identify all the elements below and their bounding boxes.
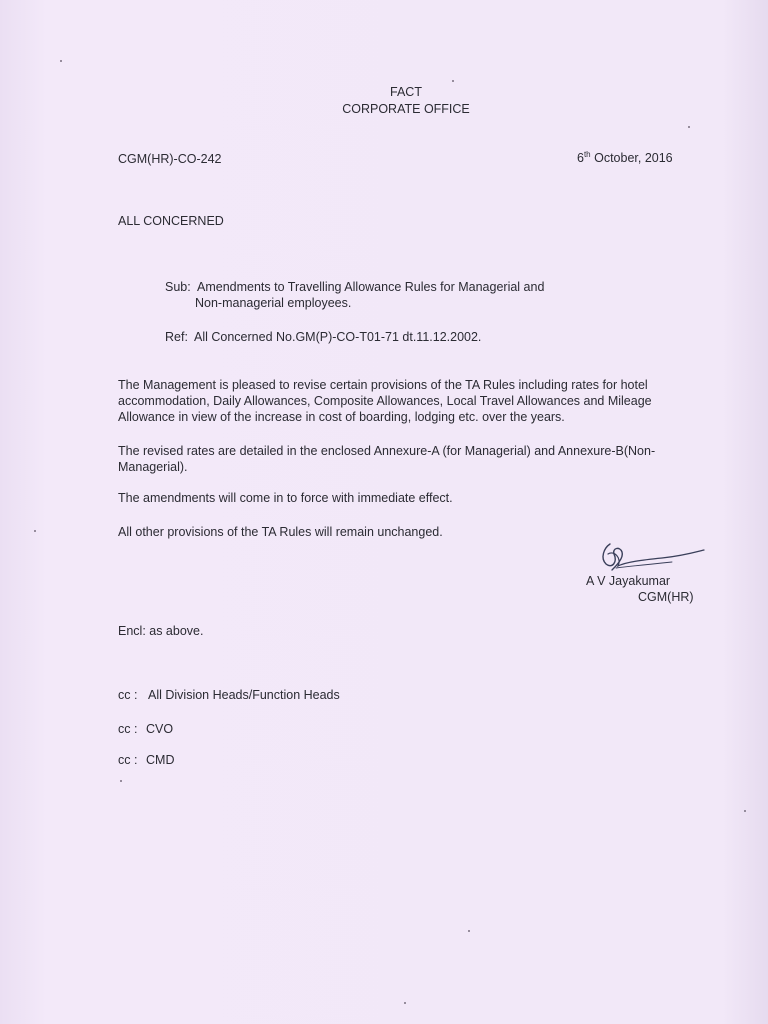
date-day: 6 — [577, 151, 584, 165]
office-name: CORPORATE OFFICE — [342, 102, 470, 116]
letter-date — [577, 150, 673, 166]
addressee: ALL CONCERNED — [118, 214, 224, 228]
scan-speck — [744, 810, 746, 812]
cc-label-2: cc : — [118, 722, 138, 736]
cc-recipient-2: CVO — [146, 722, 174, 736]
paragraph-1-line-3: Allowance in view of the increase in cost of boarding, lodging etc. over the years. — [118, 410, 565, 424]
reference-text: All Concerned No.GM(P)-CO-T01-71 dt.11.12.2002. — [194, 330, 482, 344]
enclosure-note: Encl: as above. — [118, 624, 204, 638]
reference-number: CGM(HR)-CO-242 — [118, 152, 222, 166]
cc-label-1: cc : — [118, 688, 138, 702]
cc-label-3: cc : — [118, 753, 138, 767]
paragraph-3: The amendments will come in to force with immediate effect. — [118, 491, 453, 505]
subject-label: Sub: — [165, 280, 191, 294]
paragraph-1-line-1: The Management is pleased to revise certain provisions of the TA Rules including rates for hotel — [118, 378, 648, 392]
date-suffix: th — [583, 149, 591, 159]
paragraph-2-line-2: Managerial). — [118, 460, 188, 474]
signatory-designation: CGM(HR) — [638, 590, 694, 604]
subject-line-1: Amendments to Travelling Allowance Rules for Managerial and — [197, 280, 545, 294]
scan-speck — [452, 80, 454, 82]
reference-label: Ref: — [165, 330, 188, 344]
scan-speck — [34, 530, 36, 532]
scan-speck — [60, 60, 62, 62]
scan-speck — [468, 930, 470, 932]
paragraph-2-line-1: The revised rates are detailed in the enclosed Annexure-A (for Managerial) and Annexure-B(Non- — [118, 444, 656, 458]
cc-recipient-3: CMD — [146, 753, 175, 767]
paragraph-1-line-2: accommodation, Daily Allowances, Composite Allowances, Local Travel Allowances and Mileage — [118, 394, 652, 408]
signatory-name: A V Jayakumar — [586, 574, 671, 588]
scan-speck — [404, 1002, 406, 1004]
date-month-year: October, 2016 — [590, 151, 673, 165]
scan-speck — [120, 780, 122, 782]
subject-line-2: Non-managerial employees. — [195, 296, 352, 310]
scan-speck — [688, 126, 690, 128]
paragraph-4: All other provisions of the TA Rules will remain unchanged. — [118, 525, 443, 539]
org-name: FACT — [390, 85, 422, 99]
cc-recipient-1: All Division Heads/Function Heads — [148, 688, 340, 702]
